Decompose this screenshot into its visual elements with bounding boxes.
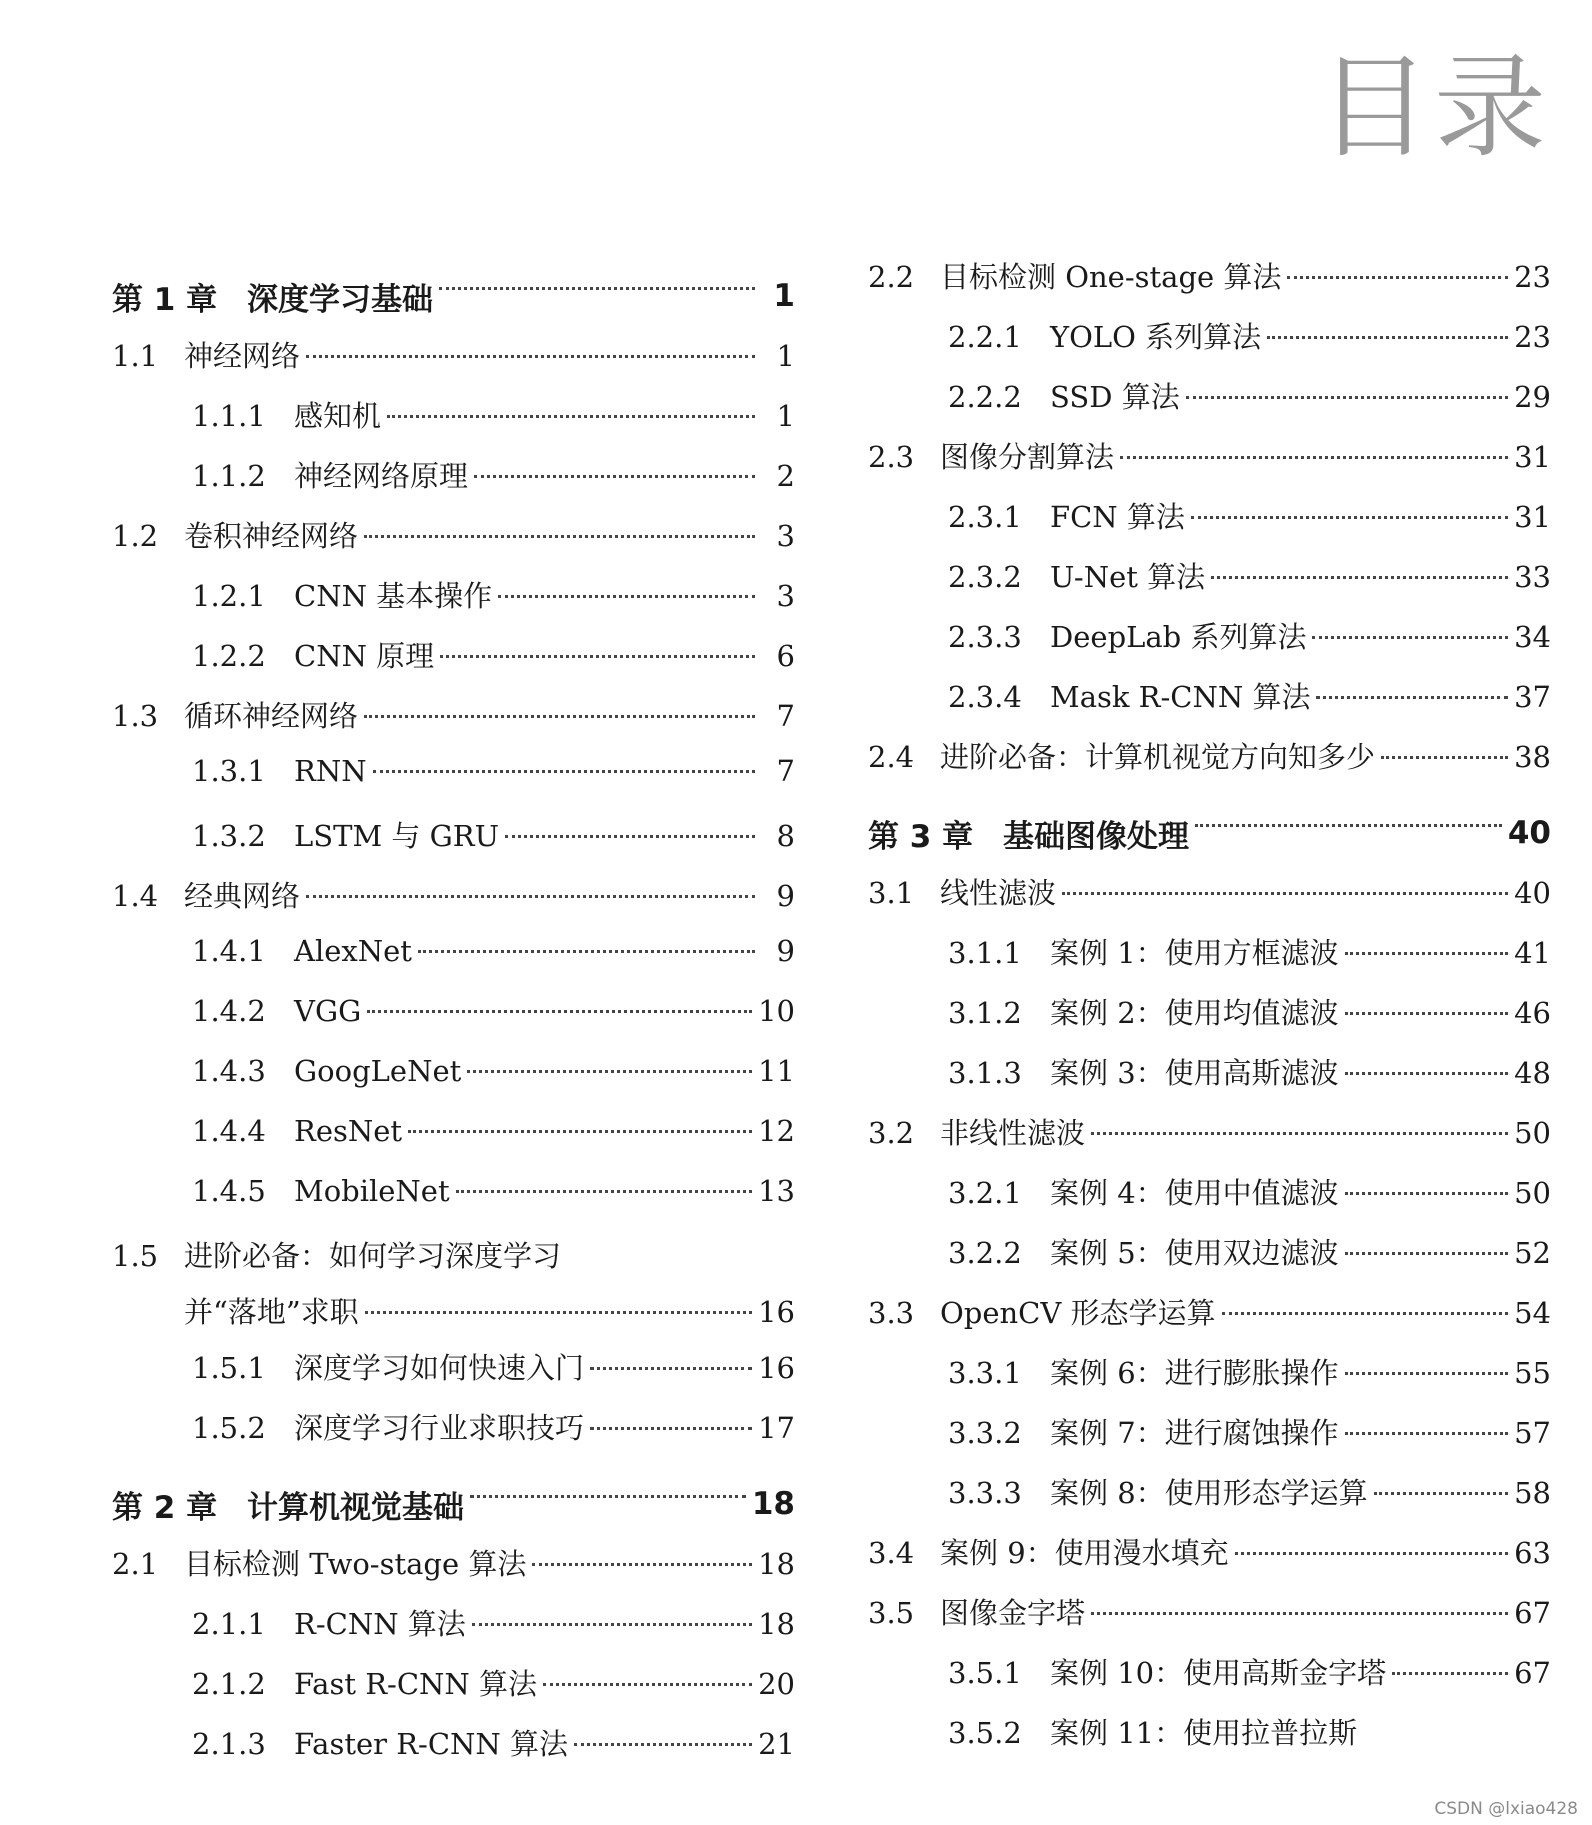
toc-entry-number: 第 1 章 bbox=[112, 281, 218, 318]
toc-entry-number: 1.2.1 bbox=[192, 579, 266, 613]
toc-page-number: 1 bbox=[776, 399, 795, 433]
toc-entry-title: 案例 2：使用均值滤波 bbox=[1050, 996, 1339, 1030]
toc-page-number: 54 bbox=[1514, 1296, 1551, 1330]
toc-page-number: 16 bbox=[758, 1295, 795, 1329]
toc-entry-title-continued: 并“落地”求职 bbox=[184, 1295, 359, 1329]
leader-dots bbox=[1091, 1612, 1508, 1615]
toc-entry-3.2.2[interactable] bbox=[868, 1231, 1551, 1291]
leader-dots bbox=[306, 895, 755, 898]
toc-entry-2.3.4[interactable] bbox=[868, 675, 1551, 735]
toc-entry-title: 案例 4：使用中值滤波 bbox=[1050, 1176, 1339, 1210]
toc-page-number: 50 bbox=[1514, 1116, 1551, 1150]
toc-entry-number: 1.2 bbox=[112, 519, 159, 553]
toc-entry-number: 2.1.2 bbox=[192, 1667, 266, 1701]
leader-dots bbox=[408, 1130, 752, 1133]
toc-entry-title: 案例 6：进行膨胀操作 bbox=[1050, 1356, 1339, 1390]
toc-entry-title: 进阶必备：如何学习深度学习 bbox=[184, 1239, 562, 1273]
toc-entry-2.1.3[interactable] bbox=[112, 1722, 795, 1782]
toc-entry-title: 深度学习基础 bbox=[247, 281, 433, 318]
toc-entry-2.1[interactable] bbox=[112, 1542, 795, 1602]
leader-dots bbox=[1235, 1552, 1508, 1555]
toc-entry-3.2[interactable] bbox=[868, 1111, 1551, 1171]
leader-dots bbox=[590, 1427, 752, 1430]
toc-entry-number: 3.1 bbox=[868, 876, 915, 910]
toc-page-number: 41 bbox=[1514, 936, 1551, 970]
toc-entry-title: Fast R-CNN 算法 bbox=[294, 1667, 537, 1701]
toc-page-number: 31 bbox=[1514, 440, 1551, 474]
toc-page-number: 55 bbox=[1514, 1356, 1551, 1390]
toc-page-number: 29 bbox=[1514, 380, 1551, 414]
toc-entry-title: 图像金字塔 bbox=[940, 1596, 1086, 1630]
toc-entry-title: U-Net 算法 bbox=[1050, 560, 1206, 594]
toc-entry-title: 目标检测 One-stage 算法 bbox=[940, 260, 1282, 294]
toc-entry-number: 1.4.1 bbox=[192, 934, 266, 968]
toc-entry-3.3[interactable] bbox=[868, 1291, 1551, 1351]
toc-entry-1.4.2[interactable] bbox=[112, 994, 795, 1054]
toc-entry-title: 基础图像处理 bbox=[1003, 818, 1189, 855]
toc-entry-number: 1.1.2 bbox=[192, 459, 266, 493]
leader-dots bbox=[1267, 336, 1508, 339]
toc-page-number: 8 bbox=[776, 819, 795, 853]
toc-page-number: 40 bbox=[1514, 876, 1551, 910]
leader-dots bbox=[1345, 1072, 1508, 1075]
toc-entry-number: 1.5 bbox=[112, 1239, 159, 1273]
leader-dots bbox=[365, 1311, 752, 1314]
leader-dots bbox=[1091, 1132, 1508, 1135]
toc-entry-number: 3.5.2 bbox=[948, 1716, 1022, 1750]
toc-entry-number: 2.1.1 bbox=[192, 1607, 266, 1641]
toc-page-number: 7 bbox=[776, 754, 795, 788]
toc-page-number: 52 bbox=[1514, 1236, 1551, 1270]
toc-chapter-第-2-章[interactable] bbox=[112, 1466, 795, 1542]
leader-dots bbox=[364, 715, 755, 718]
leader-dots bbox=[467, 1070, 752, 1073]
leader-dots bbox=[532, 1563, 752, 1566]
toc-entry-number: 1.4.5 bbox=[192, 1174, 266, 1208]
toc-entry-1.4.3[interactable] bbox=[112, 1054, 795, 1114]
toc-entry-title: MobileNet bbox=[294, 1174, 450, 1208]
toc-entry-1.2.2[interactable] bbox=[112, 634, 795, 694]
leader-dots bbox=[1374, 1492, 1508, 1495]
watermark: CSDN @lxiao428 bbox=[1434, 1799, 1578, 1819]
leader-dots bbox=[367, 1010, 752, 1013]
toc-entry-number: 2.3 bbox=[868, 440, 915, 474]
toc-entry-title: RNN bbox=[294, 754, 367, 788]
toc-entry-title: DeepLab 系列算法 bbox=[1050, 620, 1307, 654]
toc-entry-title: 案例 9：使用漫水填充 bbox=[940, 1536, 1229, 1570]
toc-page-number: 23 bbox=[1514, 320, 1551, 354]
leader-dots bbox=[543, 1683, 752, 1686]
toc-page-number: 20 bbox=[758, 1667, 795, 1701]
toc-entry-3.3.2[interactable] bbox=[868, 1411, 1551, 1471]
leader-dots bbox=[1186, 396, 1508, 399]
toc-entry-title: 卷积神经网络 bbox=[184, 519, 359, 553]
leader-dots bbox=[472, 1623, 752, 1626]
toc-page-number: 67 bbox=[1514, 1656, 1551, 1690]
toc-entry-2.3.1[interactable] bbox=[868, 495, 1551, 555]
toc-entry-1.2.1[interactable] bbox=[112, 574, 795, 634]
toc-entry-title: 图像分割算法 bbox=[940, 440, 1115, 474]
toc-page-number: 6 bbox=[776, 639, 795, 673]
toc-page-number: 57 bbox=[1514, 1416, 1551, 1450]
toc-entry-title: 案例 11：使用拉普拉斯 bbox=[1050, 1716, 1358, 1750]
leader-dots bbox=[1120, 456, 1508, 459]
leader-dots bbox=[498, 595, 755, 598]
toc-page-number: 18 bbox=[758, 1547, 795, 1581]
toc-page-number: 9 bbox=[776, 879, 795, 913]
toc-entry-3.4[interactable] bbox=[868, 1531, 1551, 1591]
toc-entry-3.1[interactable] bbox=[868, 871, 1551, 931]
toc-entry-title: 目标检测 Two-stage 算法 bbox=[184, 1547, 527, 1581]
toc-page-number: 3 bbox=[776, 519, 795, 553]
toc-entry-number: 2.4 bbox=[868, 740, 915, 774]
toc-entry-title: VGG bbox=[294, 994, 362, 1028]
toc-entry-title: CNN 原理 bbox=[294, 639, 435, 673]
toc-entry-number: 1.1.1 bbox=[192, 399, 266, 433]
toc-page-number: 37 bbox=[1514, 680, 1551, 714]
toc-entry-title: 经典网络 bbox=[184, 879, 301, 913]
toc-page-number: 40 bbox=[1507, 815, 1551, 851]
toc-entry-2.1.1[interactable] bbox=[112, 1602, 795, 1662]
toc-entry-number: 3.2 bbox=[868, 1116, 915, 1150]
toc-page-number: 1 bbox=[773, 278, 795, 314]
toc-entry-title: 案例 7：进行腐蚀操作 bbox=[1050, 1416, 1339, 1450]
toc-entry-title: CNN 基本操作 bbox=[294, 579, 493, 613]
toc-entry-title: Faster R-CNN 算法 bbox=[294, 1727, 569, 1761]
leader-dots bbox=[1195, 824, 1502, 827]
leader-dots bbox=[505, 835, 755, 838]
toc-entry-number: 2.2 bbox=[868, 260, 915, 294]
toc-entry-number: 1.4.3 bbox=[192, 1054, 266, 1088]
toc-entry-number: 3.2.1 bbox=[948, 1176, 1022, 1210]
toc-page-number: 9 bbox=[776, 934, 795, 968]
toc-entry-number: 3.2.2 bbox=[948, 1236, 1022, 1270]
toc-page-number: 10 bbox=[758, 994, 795, 1028]
toc-entry-title: 神经网络 bbox=[184, 339, 301, 373]
toc-entry-1.1.2[interactable] bbox=[112, 454, 795, 514]
toc-entry-title: ResNet bbox=[294, 1114, 403, 1148]
toc-entry-2.4[interactable] bbox=[868, 735, 1551, 795]
toc-page-number: 46 bbox=[1514, 996, 1551, 1030]
toc-page-number: 48 bbox=[1514, 1056, 1551, 1090]
leader-dots bbox=[306, 355, 755, 358]
toc-entry-number: 1.5.2 bbox=[192, 1411, 266, 1445]
toc-entry-number: 第 3 章 bbox=[868, 818, 974, 855]
toc-entry-number: 3.3.1 bbox=[948, 1356, 1022, 1390]
toc-entry-1.1.1[interactable] bbox=[112, 394, 795, 454]
leader-dots bbox=[474, 475, 755, 478]
toc-entry-1.5.2[interactable] bbox=[112, 1406, 795, 1466]
leader-dots bbox=[1222, 1312, 1509, 1315]
toc-entry-title: FCN 算法 bbox=[1050, 500, 1185, 534]
leader-dots bbox=[1345, 1252, 1508, 1255]
toc-entry-title: 案例 3：使用高斯滤波 bbox=[1050, 1056, 1339, 1090]
leader-dots bbox=[439, 287, 755, 290]
toc-entry-title: OpenCV 形态学运算 bbox=[940, 1296, 1216, 1330]
toc-entry-1.3.1[interactable] bbox=[112, 754, 795, 814]
toc-entry-number: 3.5.1 bbox=[948, 1656, 1022, 1690]
leader-dots bbox=[1211, 576, 1508, 579]
toc-entry-number: 3.3.2 bbox=[948, 1416, 1022, 1450]
toc-entry-2.3.2[interactable] bbox=[868, 555, 1551, 615]
toc-entry-number: 2.2.2 bbox=[948, 380, 1022, 414]
toc-entry-number: 3.1.2 bbox=[948, 996, 1022, 1030]
toc-page-number: 12 bbox=[758, 1114, 795, 1148]
toc-entry-2.2.1[interactable] bbox=[868, 315, 1551, 375]
toc-entry-title: GoogLeNet bbox=[294, 1054, 462, 1088]
toc-page-number: 17 bbox=[758, 1411, 795, 1445]
toc-entry-2.1.2[interactable] bbox=[112, 1662, 795, 1722]
toc-entry-title: YOLO 系列算法 bbox=[1050, 320, 1262, 354]
toc-entry-title: Mask R-CNN 算法 bbox=[1050, 680, 1311, 714]
toc-entry-number: 1.3 bbox=[112, 699, 159, 733]
toc-entry-title: AlexNet bbox=[294, 934, 412, 968]
toc-entry-1.3[interactable] bbox=[112, 694, 795, 754]
toc-entry-2.2.2[interactable] bbox=[868, 375, 1551, 435]
toc-entry-1.4.1[interactable] bbox=[112, 934, 795, 994]
toc-entry-number: 1.2.2 bbox=[192, 639, 266, 673]
leader-dots bbox=[1316, 696, 1508, 699]
toc-entry-3.1.2[interactable] bbox=[868, 991, 1551, 1051]
toc-entry-1.4.5[interactable] bbox=[112, 1174, 795, 1234]
toc-entry-3.5[interactable] bbox=[868, 1591, 1551, 1651]
toc-entry-title: 深度学习如何快速入门 bbox=[294, 1351, 585, 1385]
toc-right-column bbox=[868, 255, 1551, 1771]
leader-dots bbox=[574, 1743, 752, 1746]
toc-page-number: 16 bbox=[758, 1351, 795, 1385]
toc-page-number: 18 bbox=[751, 1486, 795, 1522]
toc-entry-1.1[interactable] bbox=[112, 334, 795, 394]
toc-entry-title: 循环神经网络 bbox=[184, 699, 359, 733]
toc-chapter-第-3-章[interactable] bbox=[868, 795, 1551, 871]
leader-dots bbox=[440, 655, 755, 658]
toc-page-number: 31 bbox=[1514, 500, 1551, 534]
toc-page-number: 34 bbox=[1514, 620, 1551, 654]
toc-page-number: 21 bbox=[758, 1727, 795, 1761]
toc-entry-number: 1.4.2 bbox=[192, 994, 266, 1028]
toc-entry-2.2[interactable] bbox=[868, 255, 1551, 315]
leader-dots bbox=[1381, 756, 1508, 759]
toc-page-number: 67 bbox=[1514, 1596, 1551, 1630]
toc-entry-3.1.3[interactable] bbox=[868, 1051, 1551, 1111]
leader-dots bbox=[590, 1367, 752, 1370]
toc-entry-1.5.1[interactable] bbox=[112, 1346, 795, 1406]
toc-entry-number: 2.3.4 bbox=[948, 680, 1022, 714]
toc-page-number: 3 bbox=[776, 579, 795, 613]
leader-dots bbox=[1345, 1012, 1508, 1015]
toc-entry-number: 3.1.3 bbox=[948, 1056, 1022, 1090]
toc-entry-number: 3.5 bbox=[868, 1596, 915, 1630]
toc-page-number: 13 bbox=[758, 1174, 795, 1208]
toc-entry-title: 进阶必备：计算机视觉方向知多少 bbox=[940, 740, 1376, 774]
toc-entry-1.3.2[interactable] bbox=[112, 814, 795, 874]
toc-entry-title: R-CNN 算法 bbox=[294, 1607, 466, 1641]
leader-dots bbox=[456, 1190, 752, 1193]
toc-entry-title: 案例 5：使用双边滤波 bbox=[1050, 1236, 1339, 1270]
toc-entry-3.5.1[interactable] bbox=[868, 1651, 1551, 1711]
toc-entry-3.5.2[interactable] bbox=[868, 1711, 1551, 1771]
toc-page-number: 18 bbox=[758, 1607, 795, 1641]
toc-entry-number: 3.4 bbox=[868, 1536, 915, 1570]
toc-entry-title: 案例 8：使用形态学运算 bbox=[1050, 1476, 1368, 1510]
toc-page-number: 1 bbox=[776, 339, 795, 373]
toc-page-number: 33 bbox=[1514, 560, 1551, 594]
leader-dots bbox=[373, 770, 755, 773]
toc-entry-title: 深度学习行业求职技巧 bbox=[294, 1411, 585, 1445]
leader-dots bbox=[1345, 952, 1508, 955]
toc-page-number: 11 bbox=[758, 1054, 795, 1088]
toc-entry-1.4[interactable] bbox=[112, 874, 795, 934]
toc-entry-number: 3.3 bbox=[868, 1296, 915, 1330]
toc-entry-number: 2.2.1 bbox=[948, 320, 1022, 354]
leader-dots bbox=[1345, 1192, 1508, 1195]
toc-entry-number: 2.3.3 bbox=[948, 620, 1022, 654]
leader-dots bbox=[364, 535, 755, 538]
leader-dots bbox=[1287, 276, 1508, 279]
toc-entry-number: 1.4.4 bbox=[192, 1114, 266, 1148]
leader-dots bbox=[470, 1495, 746, 1498]
toc-entry-2.3.3[interactable] bbox=[868, 615, 1551, 675]
toc-entry-number: 2.1 bbox=[112, 1547, 159, 1581]
toc-chapter-第-1-章[interactable] bbox=[112, 258, 795, 334]
toc-entry-number: 2.1.3 bbox=[192, 1727, 266, 1761]
leader-dots bbox=[387, 415, 755, 418]
toc-entry-title: LSTM 与 GRU bbox=[294, 819, 500, 853]
toc-entry-number: 1.5.1 bbox=[192, 1351, 266, 1385]
toc-entry-number: 3.3.3 bbox=[948, 1476, 1022, 1510]
toc-entry-title: SSD 算法 bbox=[1050, 380, 1180, 414]
toc-entry-number: 1.3.1 bbox=[192, 754, 266, 788]
leader-dots bbox=[1392, 1672, 1508, 1675]
toc-entry-number: 1.1 bbox=[112, 339, 159, 373]
leader-dots bbox=[1062, 892, 1508, 895]
toc-entry-title: 案例 10：使用高斯金字塔 bbox=[1050, 1656, 1387, 1690]
toc-entry-title: 感知机 bbox=[294, 399, 382, 433]
toc-entry-number: 3.1.1 bbox=[948, 936, 1022, 970]
toc-left-column bbox=[112, 258, 795, 1782]
toc-entry-number: 1.4 bbox=[112, 879, 159, 913]
toc-entry-title: 案例 1：使用方框滤波 bbox=[1050, 936, 1339, 970]
toc-entry-title: 神经网络原理 bbox=[294, 459, 469, 493]
toc-entry-number: 2.3.2 bbox=[948, 560, 1022, 594]
toc-entry-1.4.4[interactable] bbox=[112, 1114, 795, 1174]
toc-page-number: 2 bbox=[776, 459, 795, 493]
leader-dots bbox=[1312, 636, 1508, 639]
toc-page-number: 7 bbox=[776, 699, 795, 733]
toc-entry-title: 线性滤波 bbox=[940, 876, 1057, 910]
toc-entry-number: 第 2 章 bbox=[112, 1489, 218, 1526]
toc-page-number: 58 bbox=[1514, 1476, 1551, 1510]
toc-entry-3.1.1[interactable] bbox=[868, 931, 1551, 991]
toc-entry-title: 非线性滤波 bbox=[940, 1116, 1086, 1150]
toc-page-number: 50 bbox=[1514, 1176, 1551, 1210]
toc-entry-title: 计算机视觉基础 bbox=[247, 1489, 464, 1526]
toc-entry-3.2.1[interactable] bbox=[868, 1171, 1551, 1231]
toc-entry-1.5[interactable] bbox=[112, 1234, 795, 1346]
toc-page-number: 63 bbox=[1514, 1536, 1551, 1570]
toc-entry-3.3.3[interactable] bbox=[868, 1471, 1551, 1531]
leader-dots bbox=[1191, 516, 1508, 519]
toc-entry-number: 2.3.1 bbox=[948, 500, 1022, 534]
page-title: 目录 bbox=[1318, 43, 1550, 173]
leader-dots bbox=[1345, 1432, 1508, 1435]
leader-dots bbox=[1345, 1372, 1508, 1375]
toc-entry-number: 1.3.2 bbox=[192, 819, 266, 853]
leader-dots bbox=[418, 950, 755, 953]
toc-page-number: 38 bbox=[1514, 740, 1551, 774]
toc-entry-3.3.1[interactable] bbox=[868, 1351, 1551, 1411]
toc-entry-2.3[interactable] bbox=[868, 435, 1551, 495]
toc-page-number: 23 bbox=[1514, 260, 1551, 294]
toc-entry-1.2[interactable] bbox=[112, 514, 795, 574]
